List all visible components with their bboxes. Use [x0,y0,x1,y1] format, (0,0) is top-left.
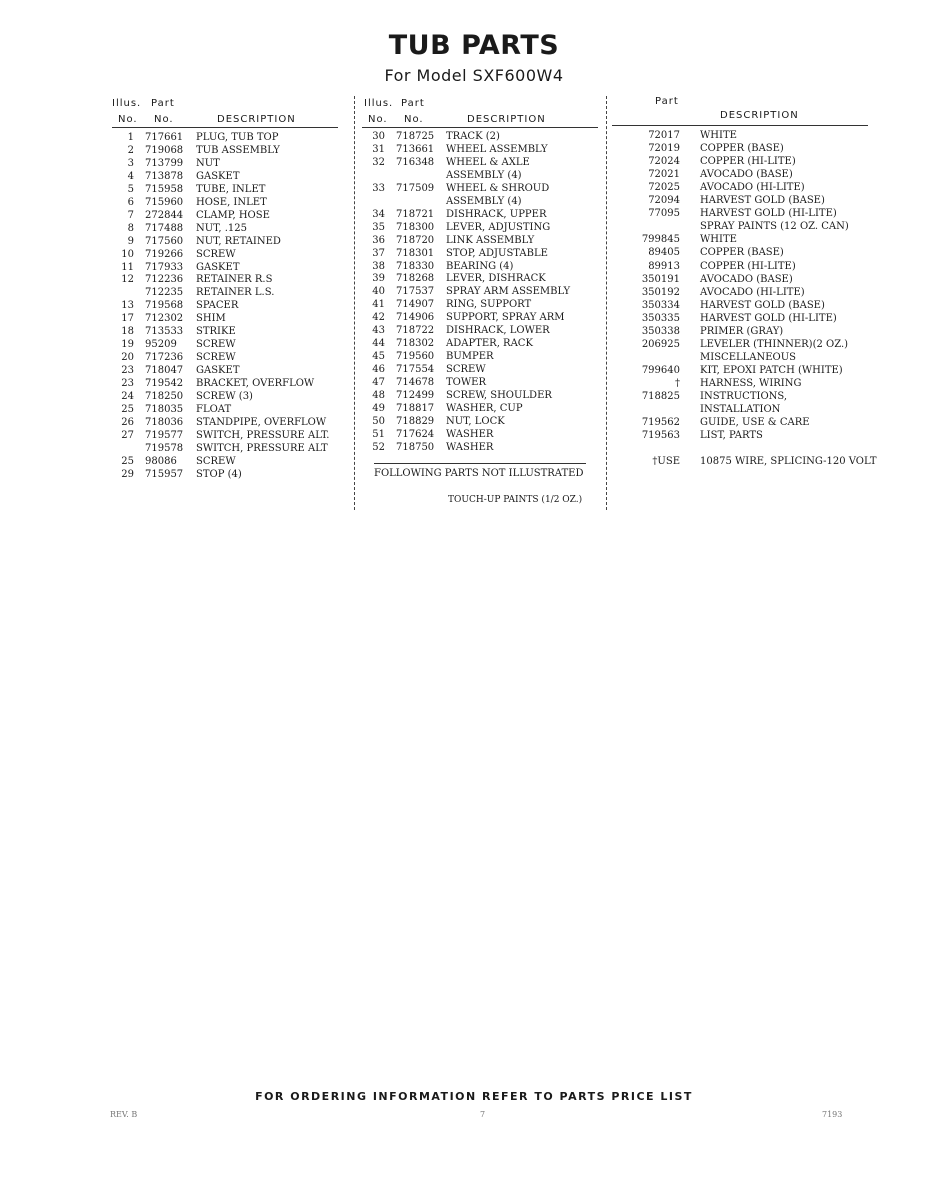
part-description: SPRAY PAINTS (12 OZ. CAN) [700,221,849,233]
part-number: 715957 [145,468,184,480]
part-description: SPRAY ARM ASSEMBLY [446,286,571,298]
part-description: SWITCH, PRESSURE ALT. [196,429,330,441]
part-number: 717488 [145,222,184,234]
col1-illus-header: Illus. [112,98,142,109]
part-number: 718035 [145,403,184,415]
part-number: 718725 [396,131,435,142]
part-description: COPPER (HI-LITE) [700,156,796,168]
column-divider-2 [606,96,608,510]
illus-number: 8 [127,222,134,234]
part-number: 717661 [145,132,184,143]
col3-part-header: Part [655,96,679,107]
part-description: WHEEL ASSEMBLY [446,143,548,155]
illus-number: 1 [127,132,134,143]
part-number: 713878 [145,170,184,182]
part-description: NUT, LOCK [446,415,505,427]
illus-number: 12 [121,274,134,286]
illus-number: 35 [372,221,385,233]
part-number: 89913 [648,260,680,272]
part-number: 719562 [641,417,680,429]
part-number: 712236 [145,274,184,286]
model-subtitle: For Model SXF600W4 [384,66,564,85]
part-number: 717933 [145,261,184,273]
part-description: WHEEL & AXLE [446,156,530,168]
part-description: BRACKET, OVERFLOW [196,378,315,390]
part-description: NUT, RETAINED [196,235,281,247]
part-description: SCREW [446,364,486,376]
part-description: PRIMER (GRAY) [700,325,784,337]
illus-number: 38 [372,260,385,272]
col2-header-rule [362,127,598,128]
part-number: 714678 [396,377,435,389]
part-description: WHEEL & SHROUD [446,182,550,194]
illus-number: 40 [372,286,385,298]
col1-header-rule [112,127,338,128]
illus-number: 37 [372,247,385,259]
illus-number: 3 [127,157,134,169]
part-description: HARNESS, WIRING [700,377,802,389]
illus-number: 29 [121,468,134,480]
part-description: SCREW [196,455,236,467]
part-number: 715960 [145,196,184,208]
part-description: AVOCADO (HI-LITE) [700,182,805,194]
part-number: 718720 [396,234,435,246]
col2-illus-header: Illus. [364,98,394,109]
part-description: WASHER [446,441,494,453]
part-description: LEVER, DISHRACK [446,273,546,285]
col1-part-header: Part [151,98,175,109]
part-description: LINK ASSEMBLY [446,234,535,246]
part-description: AVOCADO (BASE) [700,273,793,285]
part-description: BUMPER [446,351,494,363]
part-description: NUT [196,157,220,169]
part-number: 350335 [641,312,680,324]
part-number: 712235 [145,287,184,299]
part-description: HARVEST GOLD (HI-LITE) [700,208,837,220]
part-description: ASSEMBLY (4) [446,169,522,181]
illus-number: 13 [121,300,134,312]
part-number: 718721 [396,208,435,220]
part-number: 72024 [648,156,680,168]
part-description: COPPER (BASE) [700,143,784,155]
illus-number: 34 [372,208,385,220]
part-description: COPPER (HI-LITE) [700,260,796,272]
part-number: 718250 [145,391,184,402]
illus-number: 6 [127,196,134,208]
illus-number: 4 [127,170,134,182]
part-description: TUB ASSEMBLY [196,144,280,156]
part-number: 350191 [641,273,680,285]
part-number: †USE [652,456,680,468]
col1-description-header: DESCRIPTION [217,114,296,125]
part-number: 719560 [396,351,435,363]
page-title: TUB PARTS [388,30,560,61]
part-number: 719578 [145,442,184,454]
part-description: SCREW [196,248,236,260]
notes-rule [374,463,586,464]
illus-number: 30 [372,131,385,142]
illus-number: 33 [372,182,385,194]
illus-number: 26 [121,416,134,428]
revision-label: REV. B [110,1110,138,1119]
part-number: 350334 [641,299,680,311]
part-description: BEARING (4) [446,260,514,272]
illus-number: 5 [127,183,134,195]
col1-no-header: No. [118,114,138,125]
illus-number: 46 [372,364,385,376]
part-number: 718047 [145,365,184,377]
part-description: INSTALLATION [700,404,781,416]
part-number: 72017 [648,130,680,141]
part-description: AVOCADO (BASE) [700,169,793,181]
part-description: SCREW (3) [196,391,253,402]
part-number: 799640 [641,364,680,376]
part-description: STOP, ADJUSTABLE [446,247,548,259]
col1-no2-header: No. [154,114,174,125]
part-number: 89405 [648,247,680,259]
part-number: 713533 [145,326,184,338]
part-description: CLAMP, HOSE [196,209,270,221]
part-number: 713661 [396,143,435,155]
part-number: 717624 [396,428,435,440]
col2-no-header: No. [368,114,388,125]
illus-number: 18 [121,326,134,338]
part-number: 350192 [641,286,680,298]
part-description: INSTRUCTIONS, [700,391,788,402]
illus-number: 32 [372,156,385,168]
part-number: 719068 [145,144,184,156]
part-number: 718301 [396,247,435,259]
part-description: RING, SUPPORT [446,299,532,311]
part-number: 718817 [396,402,435,414]
part-description: STRIKE [196,326,236,338]
illus-number: 45 [372,351,385,363]
part-number: 718750 [396,441,435,453]
following-parts-note: FOLLOWING PARTS NOT ILLUSTRATED [374,468,584,479]
part-description: SHIM [196,313,226,325]
illus-number: 7 [127,209,134,221]
part-number: 715958 [145,183,184,195]
illus-number: 10 [121,248,134,260]
part-description: WHITE [700,130,737,141]
part-number: 717537 [396,286,435,298]
part-description: HARVEST GOLD (HI-LITE) [700,312,837,324]
part-number: 717236 [145,352,184,364]
illus-number: 44 [372,338,385,350]
ordering-footer: FOR ORDERING INFORMATION REFER TO PARTS PRICE LIST [255,1090,693,1103]
illus-number: 31 [372,143,385,155]
part-description: STANDPIPE, OVERFLOW [196,416,327,428]
part-number: † [675,377,680,389]
col3-header-rule [612,125,868,126]
part-number: 719568 [145,300,184,312]
illus-number: 20 [121,352,134,364]
part-number: 716348 [396,156,435,168]
illus-number: 43 [372,325,385,337]
illus-number: 49 [372,402,385,414]
part-description: SCREW [196,352,236,364]
illus-number: 25 [121,455,134,467]
illus-number: 41 [372,299,385,311]
part-number: 719542 [145,378,184,390]
part-description: KIT, EPOXI PATCH (WHITE) [700,364,843,376]
col2-part-header: Part [401,98,425,109]
part-number: 72025 [648,182,680,194]
part-description: GASKET [196,365,240,377]
part-description: TOWER [446,377,486,389]
part-description: TUBE, INLET [196,183,266,195]
touchup-paints-note: TOUCH-UP PAINTS (1/2 OZ.) [448,495,583,505]
part-number: 95209 [145,339,177,351]
part-number: 718330 [396,260,435,272]
part-number: 714906 [396,312,435,324]
illus-number: 2 [127,144,134,156]
part-number: 717509 [396,182,435,194]
illus-number: 27 [121,429,134,441]
part-description: HARVEST GOLD (BASE) [700,299,825,311]
illus-number: 11 [121,261,134,273]
part-description: RETAINER R.S [196,274,273,286]
part-number: 718036 [145,416,184,428]
part-number: 718829 [396,415,435,427]
col2-description-header: DESCRIPTION [467,114,546,125]
part-description: LEVER, ADJUSTING [446,221,551,233]
illus-number: 24 [121,391,134,402]
part-description: DISHRACK, UPPER [446,208,547,220]
part-description: PLUG, TUB TOP [196,132,279,143]
part-number: 350338 [641,325,680,337]
illus-number: 17 [121,313,134,325]
illus-number: 50 [372,415,385,427]
part-description: NUT, .125 [196,222,248,234]
illus-number: 52 [372,441,385,453]
illus-number: 36 [372,234,385,246]
illus-number: 42 [372,312,385,324]
part-number: 72021 [648,169,680,181]
part-description: SCREW [196,339,236,351]
part-description: WASHER, CUP [446,402,523,414]
part-description: GASKET [196,261,240,273]
part-description: 10875 WIRE, SPLICING-120 VOLT [700,456,877,468]
part-description: SUPPORT, SPRAY ARM [446,312,565,324]
part-number: 719266 [145,248,184,260]
page-number: 7 [480,1110,486,1119]
illus-number: 19 [121,339,134,351]
part-description: DISHRACK, LOWER [446,325,550,337]
part-description: HARVEST GOLD (BASE) [700,195,825,207]
part-number: 718268 [396,273,435,285]
part-description: GASKET [196,170,240,182]
part-number: 712499 [396,390,435,401]
illus-number: 23 [121,365,134,377]
part-number: 77095 [648,208,680,220]
part-description: GUIDE, USE & CARE [700,417,810,429]
part-description: STOP (4) [196,468,242,480]
part-number: 72019 [648,143,680,155]
part-description: WASHER [446,428,494,440]
part-number: 714907 [396,299,435,311]
document-code: 7193 [822,1110,843,1119]
illus-number: 48 [372,390,385,401]
part-number: 98086 [145,455,177,467]
illus-number: 47 [372,377,385,389]
part-number: 799845 [641,234,680,246]
part-number: 272844 [145,209,184,221]
illus-number: 23 [121,378,134,390]
part-number: 718302 [396,338,435,350]
part-number: 718300 [396,221,435,233]
part-description: LIST, PARTS [700,430,763,442]
part-number: 718825 [641,391,680,402]
part-description: HOSE, INLET [196,196,267,208]
col2-no2-header: No. [404,114,424,125]
part-number: 719577 [145,429,184,441]
part-number: 717560 [145,235,184,247]
illus-number: 9 [127,235,134,247]
part-description: AVOCADO (HI-LITE) [700,286,805,298]
part-description: SPACER [196,300,239,312]
part-description: RETAINER L.S. [196,287,275,299]
illus-number: 39 [372,273,385,285]
part-description: ASSEMBLY (4) [446,195,522,207]
part-description: FLOAT [196,403,232,415]
part-description: ADAPTER, RACK [446,338,533,350]
part-description: WHITE [700,234,737,246]
part-description: SWITCH, PRESSURE ALT [196,442,328,454]
part-description: LEVELER (THINNER)(2 OZ.) [700,338,849,350]
illus-number: 51 [372,428,385,440]
illus-number: 25 [121,403,134,415]
part-description: COPPER (BASE) [700,247,784,259]
part-description: TRACK (2) [446,131,500,142]
part-description: SCREW, SHOULDER [446,390,552,401]
part-number: 712302 [145,313,184,325]
part-number: 718722 [396,325,435,337]
part-number: 713799 [145,157,184,169]
part-number: 206925 [641,338,680,350]
part-description: MISCELLANEOUS [700,351,797,363]
part-number: 717554 [396,364,435,376]
part-number: 719563 [641,430,680,442]
part-number: 72094 [648,195,680,207]
col3-description-header: DESCRIPTION [720,110,799,121]
